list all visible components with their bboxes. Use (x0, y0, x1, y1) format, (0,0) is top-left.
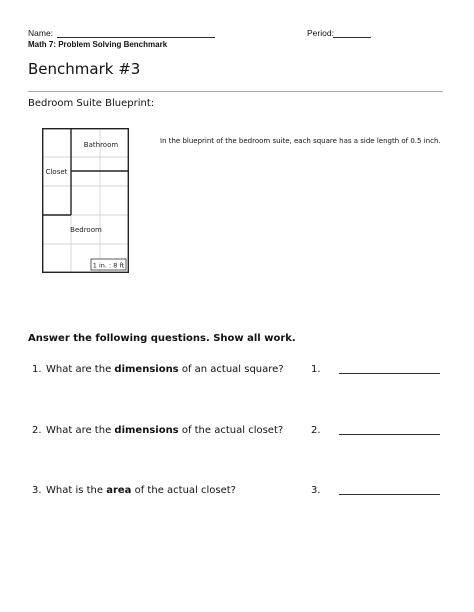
answer-number: 2. (311, 425, 321, 436)
page-title: Benchmark #3 (28, 60, 141, 78)
question-text: What are the dimensions of an actual square? (46, 364, 284, 375)
question-text: What is the area of the actual closet? (46, 485, 236, 496)
question-text: What are the dimensions of the actual closet? (46, 425, 284, 436)
question-number: 2. (32, 425, 42, 436)
name-field[interactable] (57, 37, 215, 38)
divider (28, 91, 443, 92)
answer-line[interactable] (339, 494, 440, 495)
scale-label: 1 in. : 8 ft (92, 261, 125, 270)
period-label: Period: (307, 28, 334, 38)
instructions: Answer the following questions. Show all work. (28, 333, 296, 344)
bathroom-label: Bathroom (83, 141, 119, 149)
blueprint-heading: Bedroom Suite Blueprint: (28, 98, 155, 109)
answer-number: 1. (311, 364, 321, 375)
closet-label: Closet (45, 168, 68, 176)
period-field[interactable] (333, 37, 371, 38)
worksheet-subtitle: Math 7: Problem Solving Benchmark (28, 40, 168, 49)
answer-line[interactable] (339, 434, 440, 435)
blueprint-diagram (42, 128, 129, 273)
answer-number: 3. (311, 485, 321, 496)
bedroom-label: Bedroom (70, 226, 102, 234)
answer-line[interactable] (339, 373, 440, 374)
name-label: Name: (28, 28, 54, 38)
blueprint-description: In the blueprint of the bedroom suite, each square has a side length of 0.5 inch. (160, 137, 441, 145)
question-number: 3. (32, 485, 42, 496)
question-number: 1. (32, 364, 42, 375)
